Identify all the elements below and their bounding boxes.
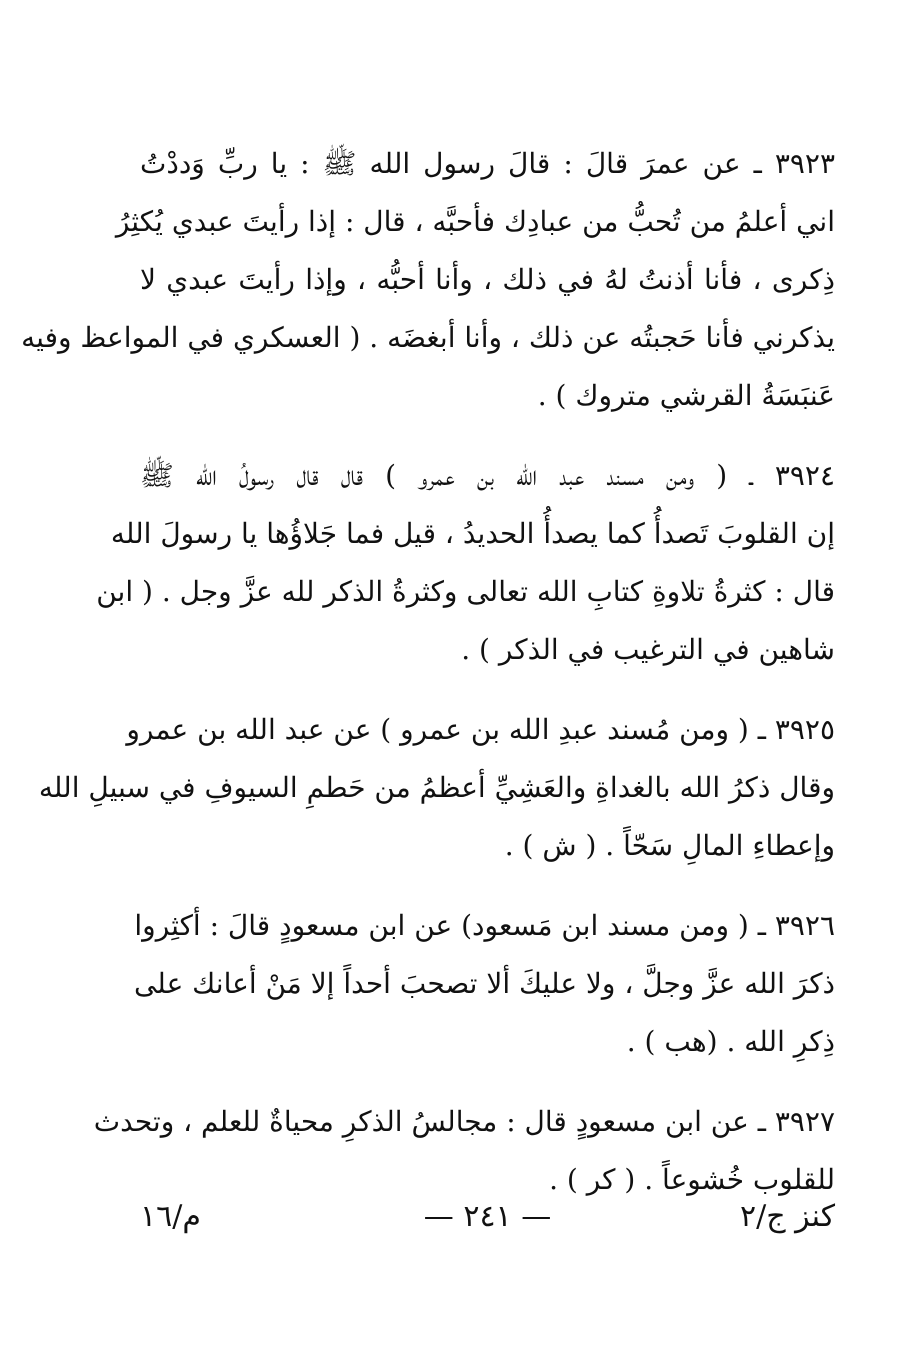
page-number: — ٢٤١ —: [423, 1199, 552, 1234]
text-line: قال : كثرةُ تلاوةِ كتابِ الله تعالى وكثرةُ الذكر لله عزَّ وجل . ( ابن: [96, 575, 835, 608]
text-line: وإعطاءِ المالِ سَحّاً . ( ش ) .: [504, 829, 835, 862]
text-line: شاهين في الترغيب في الذكر ) .: [461, 633, 835, 666]
signature-mark: م/١٦: [140, 1199, 201, 1234]
hadith-entry-3924: [96, 447, 835, 679]
hadith-entry-3926: [133, 897, 835, 1071]
text-line: إن القلوبَ تَصدأُ كما يصدأُ الحديدُ ، قيل فما جَلاؤُها يا رسولَ الله: [110, 517, 835, 550]
text-line: ٣٩٢٦ ـ ( ومن مسند ابن مَسعود) عن ابن مسعودٍ قالَ : أكثِروا: [134, 909, 835, 942]
text-line: ٣٩٢٧ ـ عن ابن مسعودٍ قال : مجالسُ الذكرِ محياةٌ للعلم ، وتحدث: [93, 1105, 835, 1138]
hadith-text-block: [21, 135, 835, 1231]
page-footer: [140, 1192, 835, 1242]
text-line: ذكرَ الله عزَّ وجلَّ ، ولا عليكَ ألا تصحبَ أحداً إلا مَنْ أعانك على: [133, 967, 835, 1000]
hadith-entry-3923: [21, 135, 835, 425]
text-line: ٣٩٢٣ ـ عن عمرَ قالَ : قالَ رسول الله ﷺ : يا ربِّ وَددْتُ: [140, 147, 835, 180]
book-reference: كنز ج/٢: [739, 1199, 835, 1234]
text-line: للقلوب خُشوعاً . ( كر ) .: [549, 1163, 835, 1196]
text-line: ٣٩٢٥ ـ ( ومن مُسند عبدِ الله بن عمرو ) عن عبد الله بن عمرو: [126, 713, 835, 746]
text-line: عَنبَسَةُ القرشي متروك ) .: [537, 379, 835, 412]
text-line: يذكرني فأنا حَجبتُه عن ذلك ، وأنا أبغضَه . ( العسكري في المواعظ وفيه: [21, 321, 835, 354]
text-line: ذِكرى ، فأنا أذنتُ لهُ في ذلك ، وأنا أحبُّه ، وإذا رأيتَ عبدي لا: [140, 263, 835, 296]
text-line: اني أعلمُ من تُحبُّ من عبادِك فأحبَّه ، قال : إذا رأيتَ عبدي يُكثِرُ: [115, 205, 835, 238]
text-line: وقال ذكرُ الله بالغداةِ والعَشِيِّ أعظمُ من حَطمِ السيوفِ في سبيلِ الله: [38, 771, 835, 804]
hadith-entry-3925: [38, 701, 835, 875]
text-line: ٣٩٢٤ ـ ( ومن مسند عبد الله بن عمرو ) قال قال رسولُ الله ﷺ: [140, 459, 835, 492]
text-line: ذِكرِ الله . (هب ) .: [626, 1025, 835, 1058]
